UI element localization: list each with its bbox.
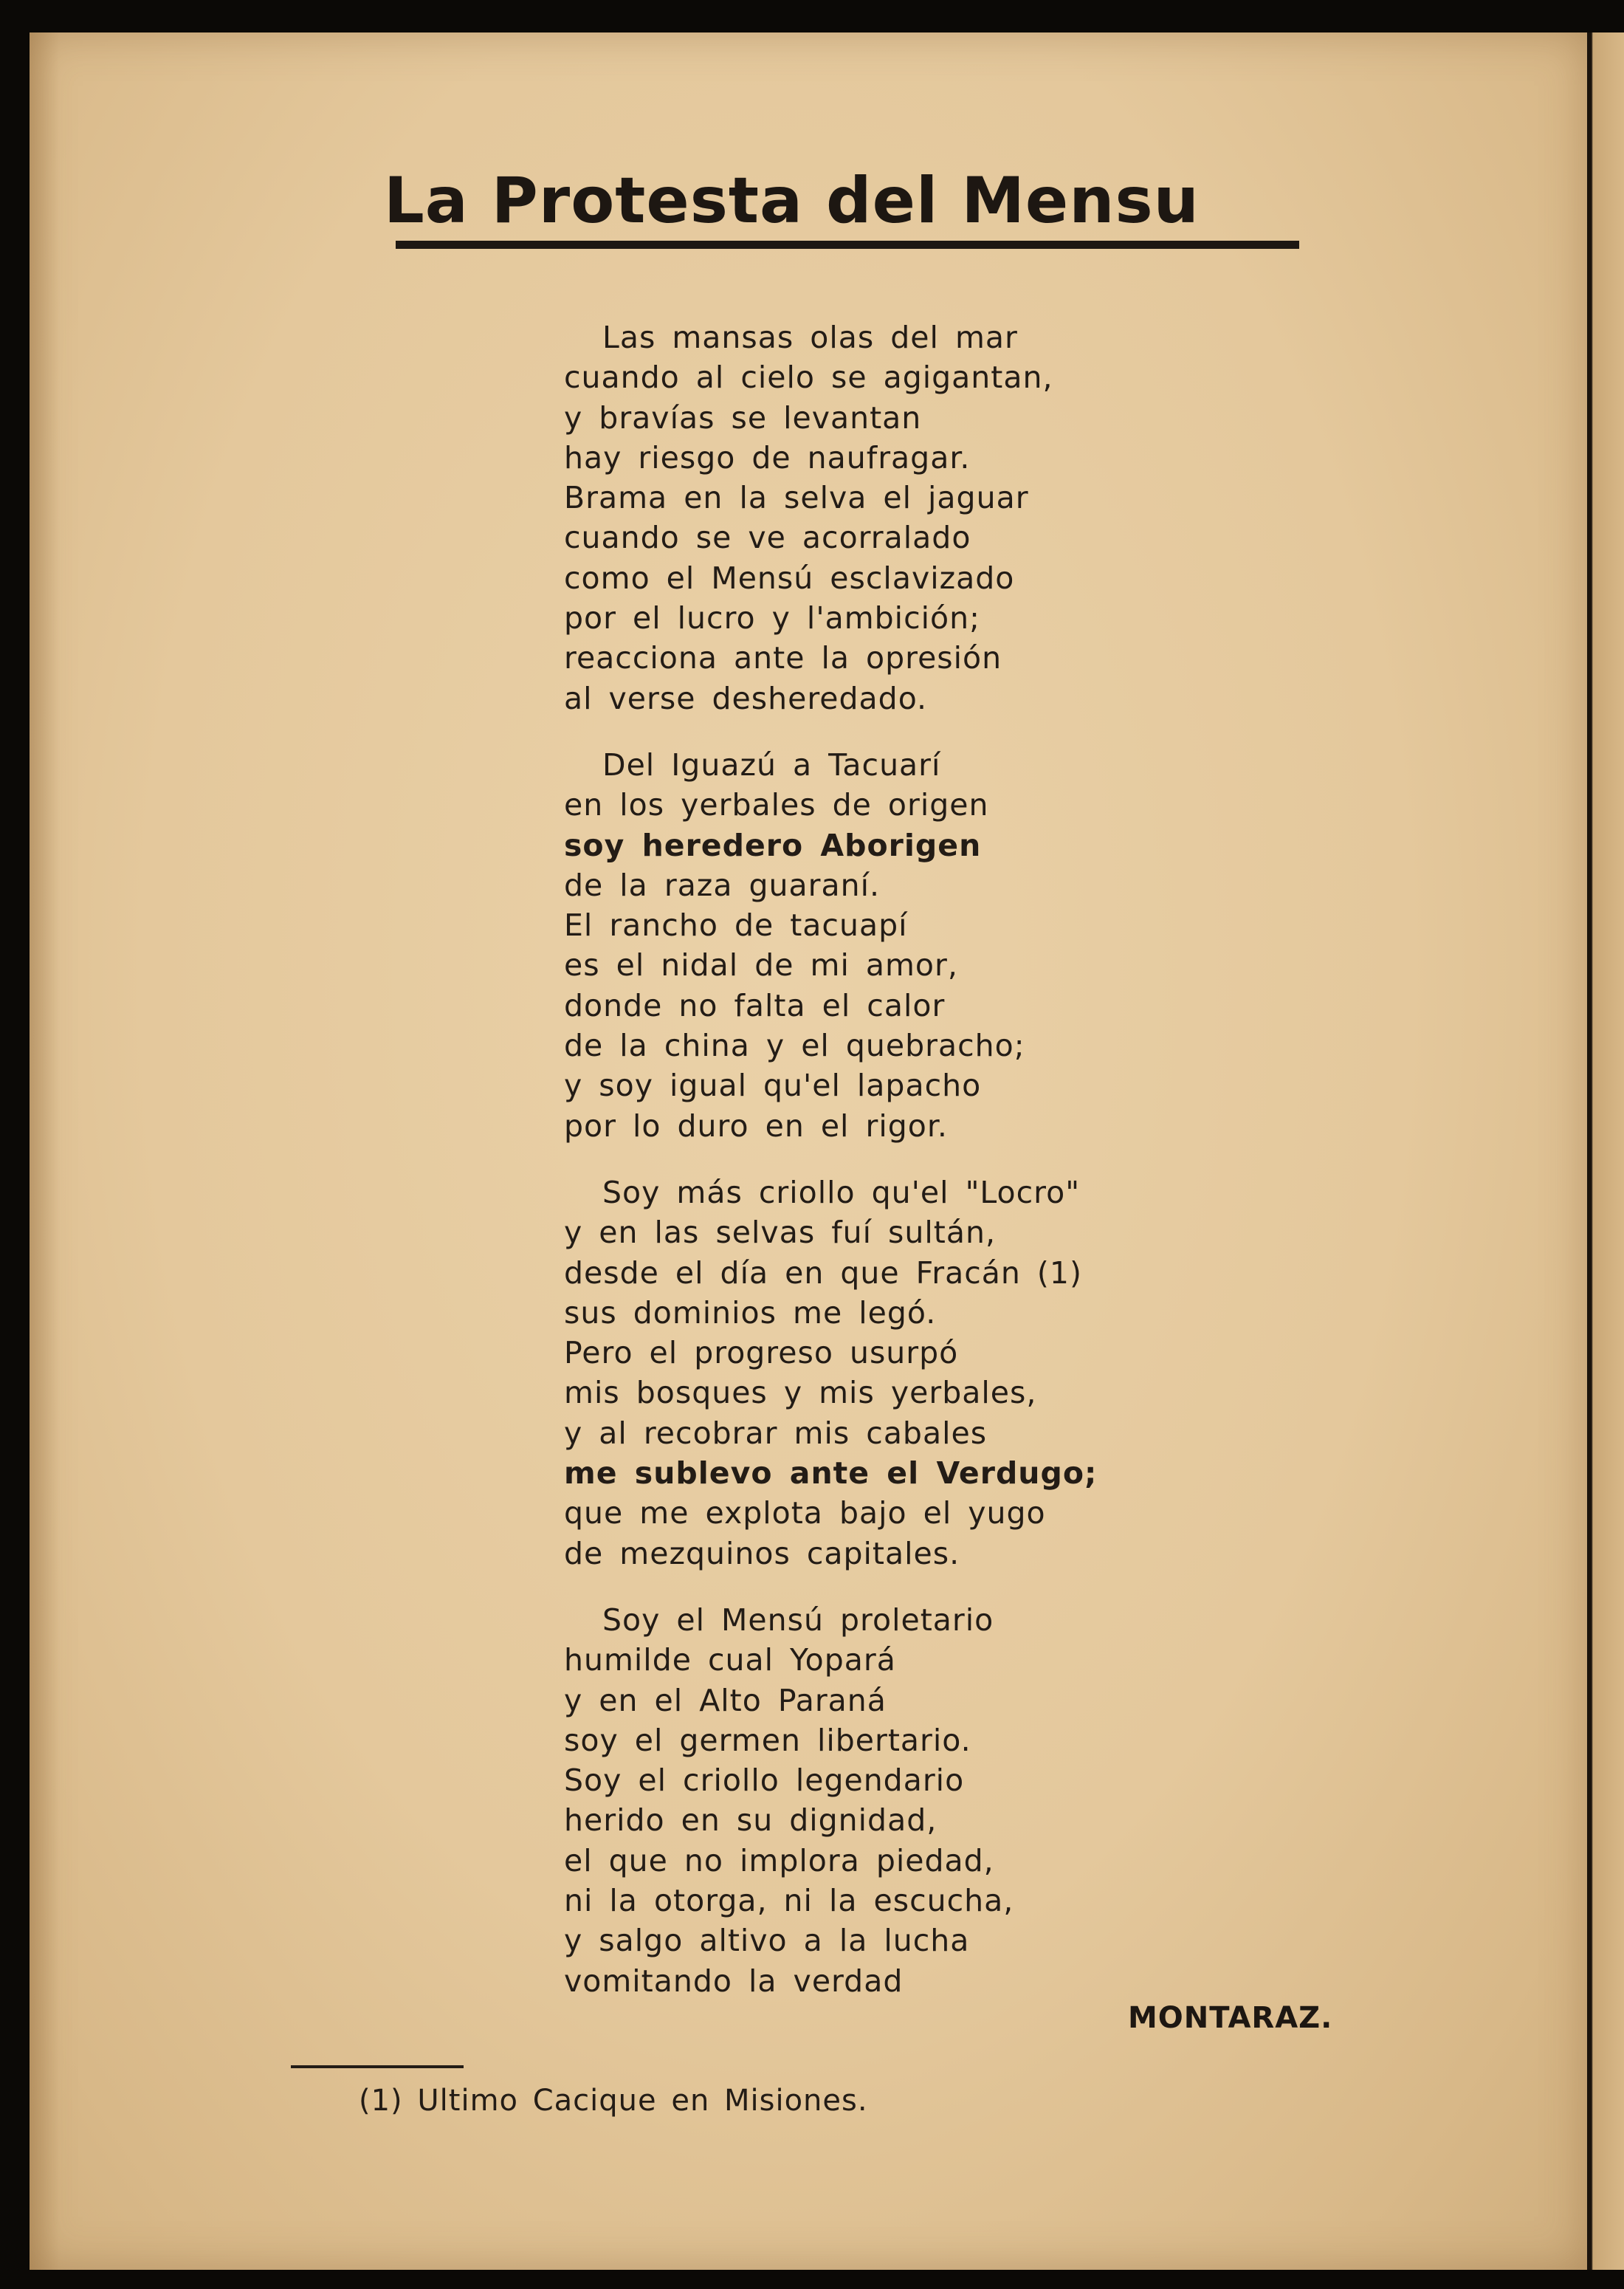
poem-line: de mezquinos capitales. (564, 1535, 960, 1571)
poem-line: humilde cual Yopará (564, 1642, 896, 1678)
adjacent-page-edge (1587, 32, 1624, 2270)
poem-line: ni la otorga, ni la escucha, (564, 1882, 1014, 1918)
poem-line: mis bosques y mis yerbales, (564, 1375, 1037, 1411)
footnote-marker: (1) (1036, 1255, 1082, 1291)
poem-line: herido en su dignidad, (564, 1802, 937, 1839)
poem-line: Brama en la selva el jaguar (564, 480, 1029, 516)
poem-line: y soy igual qu'el lapacho (564, 1068, 982, 1104)
poem-line: al verse desheredado. (564, 680, 928, 716)
poem-line-with-footnote (564, 1253, 1097, 1293)
poem-line: sus dominios me legó. (564, 1294, 937, 1331)
poem-line: Soy el Mensú proletario (602, 1602, 994, 1638)
poem-line: donde no falta el calor (564, 987, 946, 1023)
poem-line: que me explota bajo el yugo (564, 1495, 1046, 1531)
poem-line: Soy el criollo legendario (564, 1763, 965, 1799)
poem-line: Pero el progreso usurpó (564, 1335, 959, 1371)
poem-line: me sublevo ante el Verdugo; (564, 1455, 1098, 1492)
poem-line: el que no implora piedad, (564, 1842, 994, 1878)
poem-line: por el lucro y l'ambición; (564, 600, 980, 636)
poem-line: reacciona ante la opresión (564, 640, 1002, 676)
stanza-4 (564, 1600, 1097, 2001)
poem-line: Del Iguazú a Tacuarí (602, 747, 941, 783)
poem-body (564, 318, 1097, 2001)
poem-line: Las mansas olas del mar (602, 320, 1018, 355)
poem-line: cuando se ve acorralado (564, 520, 971, 556)
poem-line: y al recobrar mis cabales (564, 1415, 988, 1451)
poem-line: y salgo altivo a la lucha (564, 1923, 970, 1959)
poem-line: soy heredero Aborigen (564, 827, 982, 863)
poem-line: y en las selvas fuí sultán, (564, 1215, 997, 1251)
poem-line: cuando al cielo se agigantan, (564, 360, 1053, 396)
stanza-1 (564, 318, 1097, 718)
footnote-divider (291, 2065, 464, 2068)
stanza-3 (564, 1173, 1097, 1574)
poem-line: por lo duro en el rigor. (564, 1108, 948, 1144)
poem-line: soy el germen libertario. (564, 1722, 971, 1758)
poem-line: El rancho de tacuapí (564, 907, 908, 944)
poem-line: y bravías se levantan (564, 399, 922, 436)
poem-line: de la china y el quebracho; (564, 1028, 1025, 1064)
title-underline (396, 241, 1299, 249)
poem-title: La Protesta del Mensu (384, 164, 1200, 238)
poem-line: en los yerbales de origen (564, 787, 989, 823)
author-signature: MONTARAZ. (1128, 2001, 1333, 2035)
page-gutter-shadow (30, 32, 59, 2270)
poem-line-text: desde el día en que Fracán (564, 1255, 1021, 1291)
poem-line: es el nidal de mi amor, (564, 947, 958, 984)
poem-line: de la raza guaraní. (564, 867, 881, 903)
footnote-text: (1) Ultimo Cacique en Misiones. (359, 2084, 868, 2118)
poem-line: vomitando la verdad (564, 1963, 904, 1999)
poem-line: como el Mensú esclavizado (564, 560, 1015, 596)
poem-line: hay riesgo de naufragar. (564, 439, 971, 476)
poem-line: y en el Alto Paraná (564, 1682, 887, 1718)
stanza-2 (564, 745, 1097, 1146)
poem-line: Soy más criollo qu'el "Locro" (602, 1174, 1081, 1210)
